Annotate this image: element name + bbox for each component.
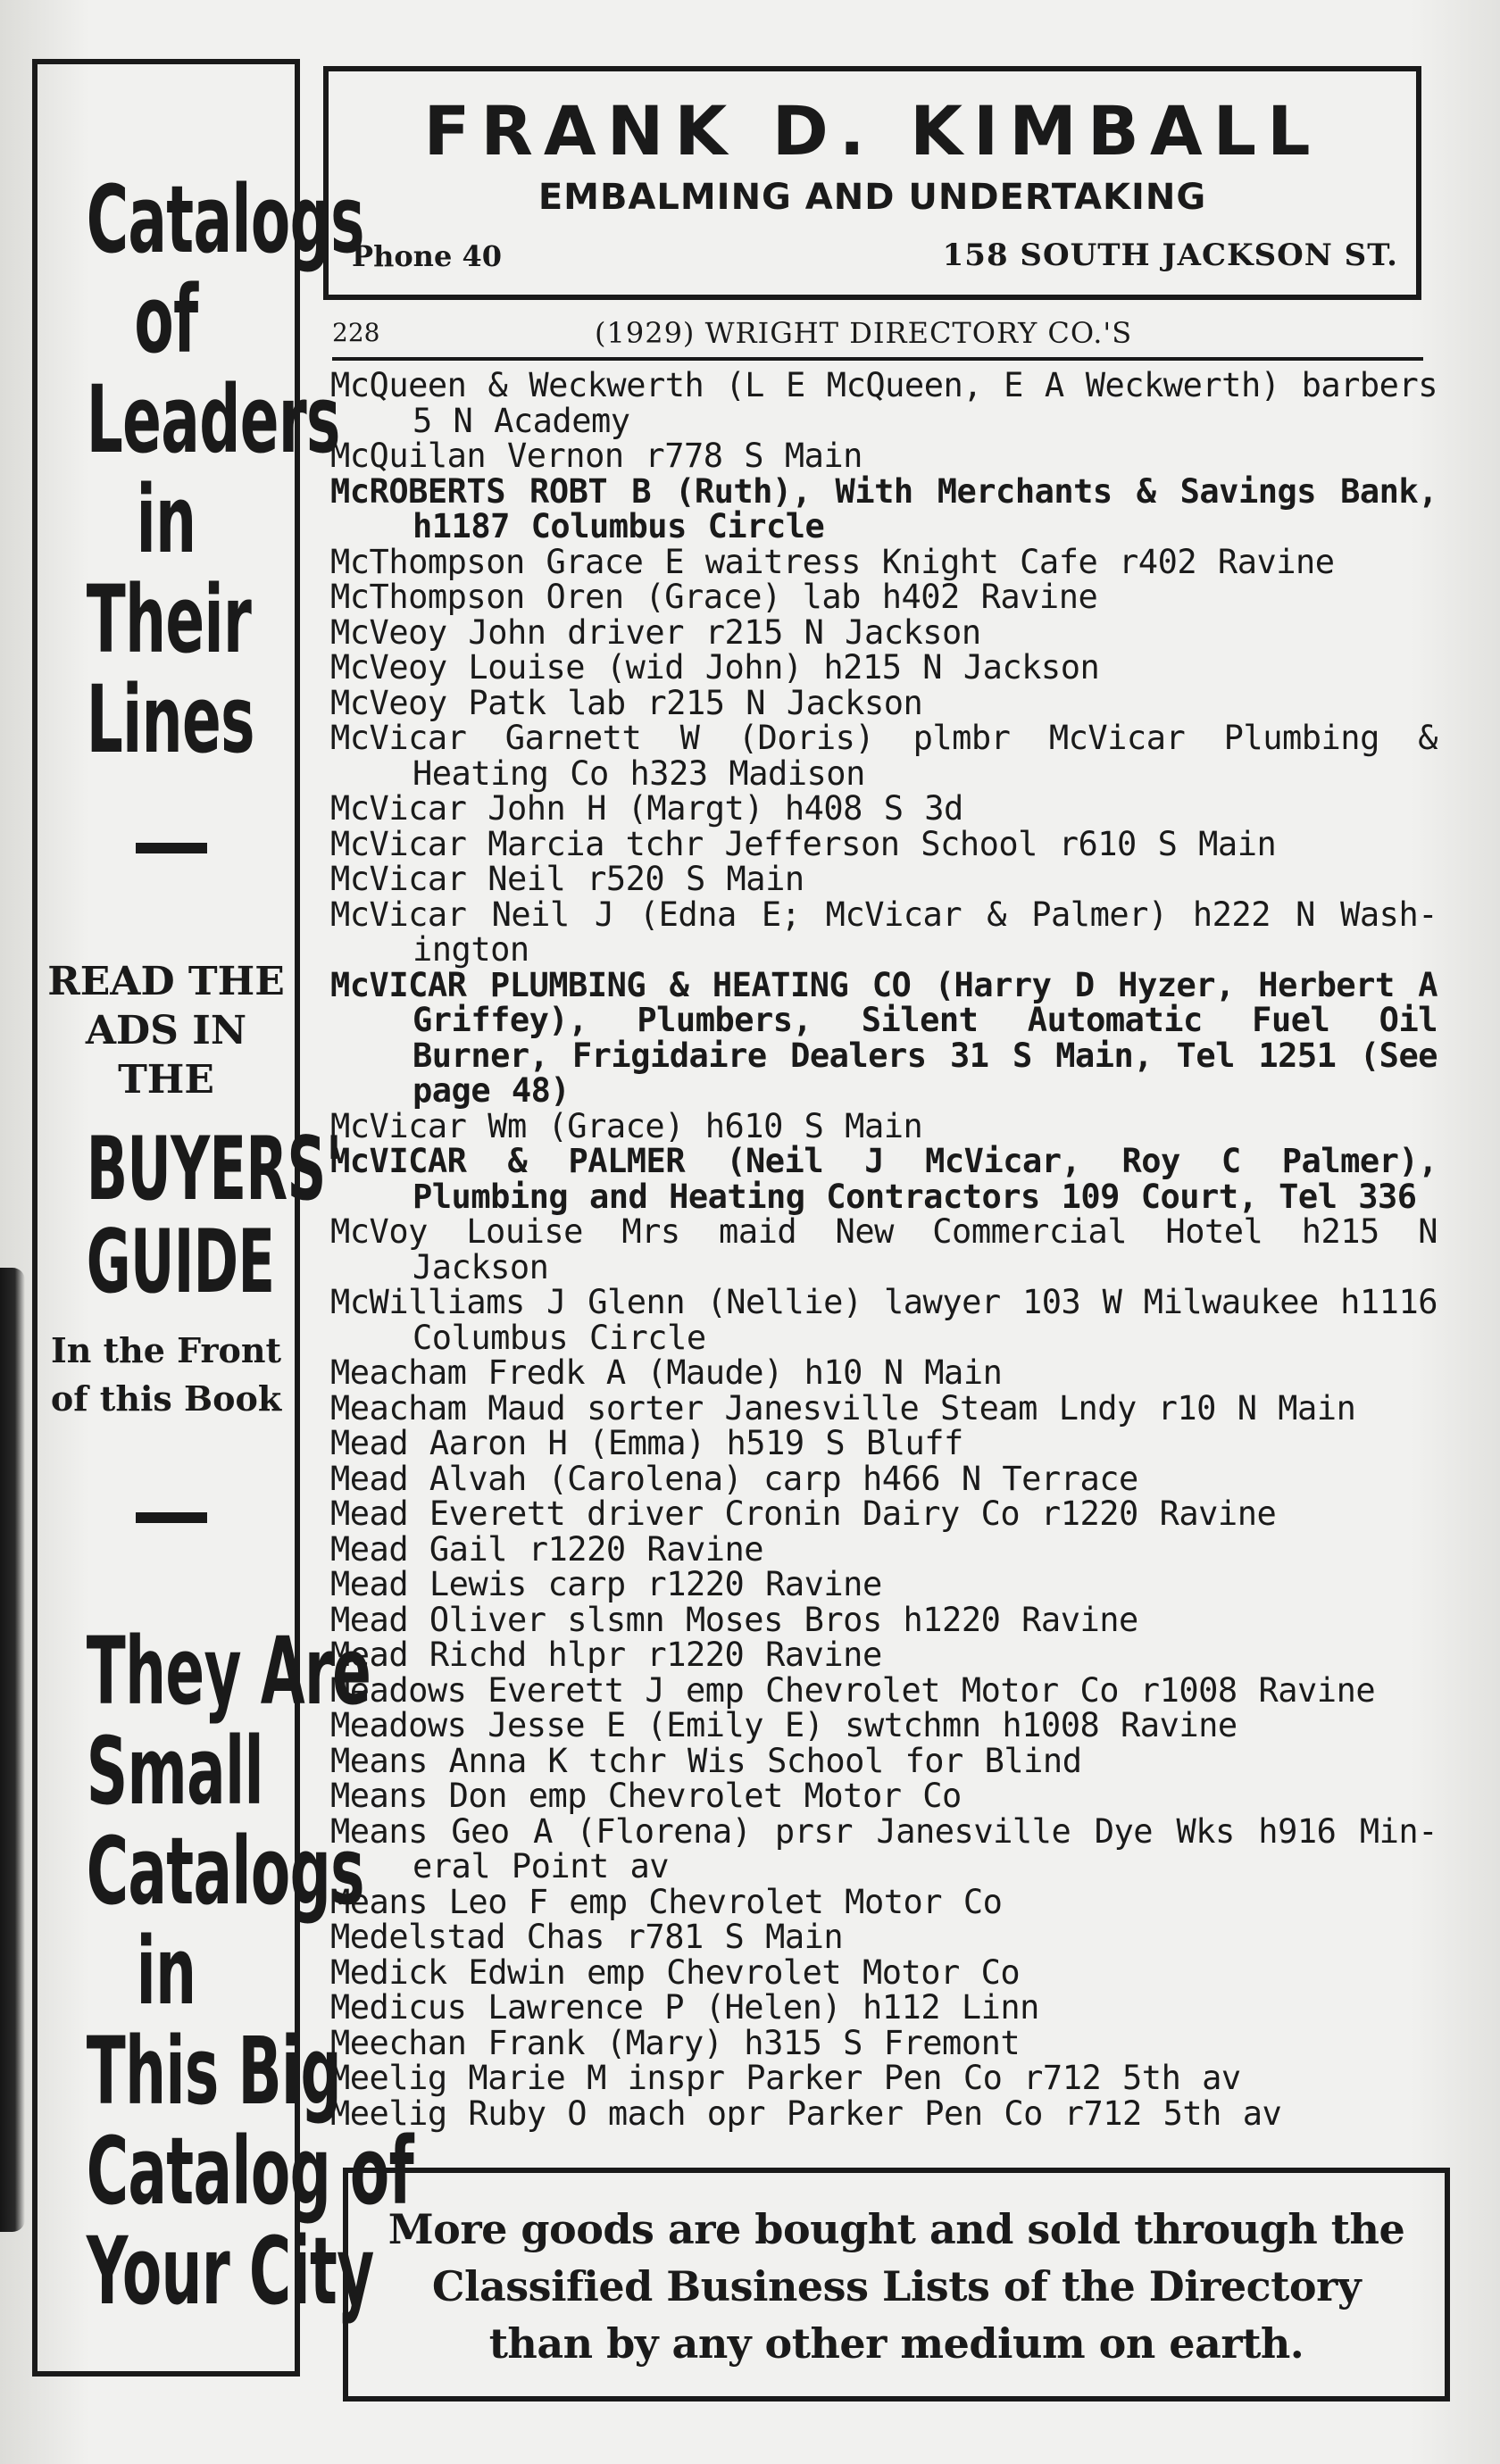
sidebar-line: THE (118, 1057, 214, 1103)
directory-entry: McWilliams J Glenn (Nellie) lawyer 103 W Milwaukee h1116 Columbus Circle (330, 1283, 1438, 1357)
directory-entry: McVeoy Patk lab r215 N Jackson (330, 683, 923, 722)
directory-entry: McVicar Garnett W (Doris) plmbr McVicar Plumbing & Heating Co h323 Madison (330, 719, 1438, 793)
directory-entry: Mead Richd hlpr r1220 Ravine (330, 1636, 882, 1674)
sidebar-read-block (38, 957, 295, 1104)
sidebar-guide-block (38, 1119, 342, 1313)
sidebar-divider (136, 843, 207, 853)
directory-entry: Mead Alvah (Carolena) carp h466 N Terrace (330, 1459, 1138, 1498)
footer-line: than by any other medium on earth. (488, 2319, 1304, 2368)
header-phone: Phone 40 (352, 239, 502, 273)
directory-entry: Medelstad Chas r781 S Main (330, 1918, 844, 1956)
sidebar-small-block (38, 1617, 414, 2326)
directory-entry: McVicar Neil J (Edna E; McVicar & Palmer) h222 N Wash- ington (330, 895, 1438, 969)
directory-entry: McVicar Wm (Grace) h610 S Main (330, 1106, 923, 1145)
header-ad (323, 66, 1421, 300)
page-number: 228 (332, 318, 380, 347)
directory-entry: McVICAR & PALMER (Neil J McVicar, Roy C Palmer), Plumbing and Heating Contractors 109 Court, Tel 336 (330, 1142, 1438, 1216)
directory-entry: Mead Lewis carp r1220 Ravine (330, 1565, 882, 1603)
directory-entry: Medicus Lawrence P (Helen) h112 Linn (330, 1988, 1039, 2027)
sidebar-line: of (134, 265, 198, 374)
header-business-subtitle: EMBALMING AND UNDERTAKING (538, 177, 1207, 218)
directory-entry: McVicar John H (Margt) h408 S 3d (330, 789, 963, 828)
directory-entry: Medick Edwin emp Chevrolet Motor Co (330, 1952, 1021, 1992)
directory-entry: Mead Oliver slsmn Moses Bros h1220 Ravine (330, 1600, 1138, 1639)
directory-entry: Means Anna K tchr Wis School for Blind (330, 1741, 1082, 1780)
header-address: 158 SOUTH JACKSON ST. (942, 237, 1398, 273)
sidebar-line: They Are (86, 1617, 371, 1726)
sidebar-line: Small (86, 1717, 263, 1826)
directory-entry: Means Don emp Chevrolet Motor Co (330, 1777, 962, 1815)
sidebar-divider (136, 1512, 207, 1523)
sidebar-line: of this Book (50, 1378, 282, 1419)
sidebar-line: Catalog of (86, 2117, 414, 2226)
directory-entry: McVICAR PLUMBING & HEATING CO (Harry D Hyzer, Herbert A Griffey), Plumbers, Silent Automatic Fuel Oil Burner, Frigidaire Dealers 31 S Main, Tel 1251 (See page 48) (330, 965, 1438, 1110)
directory-entry: Mead Everett driver Cronin Dairy Co r1220 Ravine (330, 1494, 1277, 1533)
sidebar-line: GUIDE (86, 1211, 275, 1313)
sidebar-line: Lines (86, 665, 254, 774)
directory-entry: McQuilan Vernon r778 S Main (330, 437, 862, 475)
sidebar-line: Catalogs (86, 1817, 364, 1926)
sidebar-line: Your City (86, 2217, 374, 2326)
directory-entry: Meelig Marie M inspr Parker Pen Co r712 5th av (330, 2059, 1241, 2097)
binding-shadow (0, 1268, 25, 2232)
directory-entry: Meelig Ruby O mach opr Parker Pen Co r712 5th av (330, 2094, 1282, 2133)
footer-line: Classified Business Lists of the Directory (431, 2262, 1362, 2310)
sidebar-line: ADS IN (85, 1008, 247, 1053)
directory-entry: McROBERTS ROBT B (Ruth), With Merchants & Savings Bank, h1187 Columbus Circle (330, 471, 1438, 545)
directory-entry: McVeoy Louise (wid John) h215 N Jackson (330, 648, 1100, 687)
footer-ad (343, 2168, 1450, 2402)
sidebar-line: Leaders (86, 365, 340, 474)
header-business-name: FRANK D. KIMBALL (423, 91, 1321, 171)
sidebar-line: This Big (86, 2017, 341, 2126)
directory-entry: Mead Aaron H (Emma) h519 S Bluff (330, 1424, 963, 1462)
footer-line: More goods are bought and sold through the (388, 2205, 1405, 2253)
directory-entry: Means Geo A (Florena) prsr Janesville Dye Wks h916 Min- eral Point av (330, 1811, 1438, 1885)
running-head (332, 314, 1423, 361)
sidebar-front-block (38, 1327, 295, 1423)
directory-entry: Meadows Everett J emp Chevrolet Motor Co r1008 Ravine (330, 1670, 1376, 1710)
running-head-title: (1929) WRIGHT DIRECTORY CO.'S (595, 316, 1133, 350)
directory-entry: Meadows Jesse E (Emily E) swtchmn h1008 Ravine (330, 1706, 1238, 1744)
directory-entry: Meacham Fredk A (Maude) h10 N Main (330, 1353, 1003, 1392)
directory-entry: Meacham Maud sorter Janesville Steam Lndy r10 N Main (330, 1388, 1356, 1428)
directory-entry: McThompson Oren (Grace) lab h402 Ravine (330, 578, 1098, 616)
directory-entry: Means Leo F emp Chevrolet Motor Co (330, 1882, 1003, 1921)
sidebar-line: Catalogs (86, 165, 364, 274)
directory-listings (330, 368, 1438, 2131)
directory-entry: McVicar Marcia tchr Jefferson School r610 S Main (330, 824, 1277, 863)
sidebar-line: BUYERS' (86, 1119, 342, 1220)
sidebar-line: In the Front (50, 1330, 282, 1370)
directory-entry: McQueen & Weckwerth (L E McQueen, E A Weckwerth) barbers 5 N Academy (330, 366, 1438, 440)
directory-entry: McVicar Neil r520 S Main (330, 860, 804, 898)
sidebar-line: READ THE (47, 959, 285, 1004)
directory-entry: McVoy Louise Mrs maid New Commercial Hotel h215 N Jackson (330, 1212, 1438, 1286)
directory-entry: McThompson Grace E waitress Knight Cafe r402 Ravine (330, 542, 1335, 581)
directory-entry: Meechan Frank (Mary) h315 S Fremont (330, 2023, 1021, 2062)
directory-entry: Mead Gail r1220 Ravine (330, 1529, 764, 1569)
sidebar-line: in (136, 465, 196, 574)
sidebar-line: in (136, 1917, 196, 2026)
sidebar-line: Their (86, 565, 252, 674)
directory-entry: McVeoy John driver r215 N Jackson (330, 612, 981, 652)
